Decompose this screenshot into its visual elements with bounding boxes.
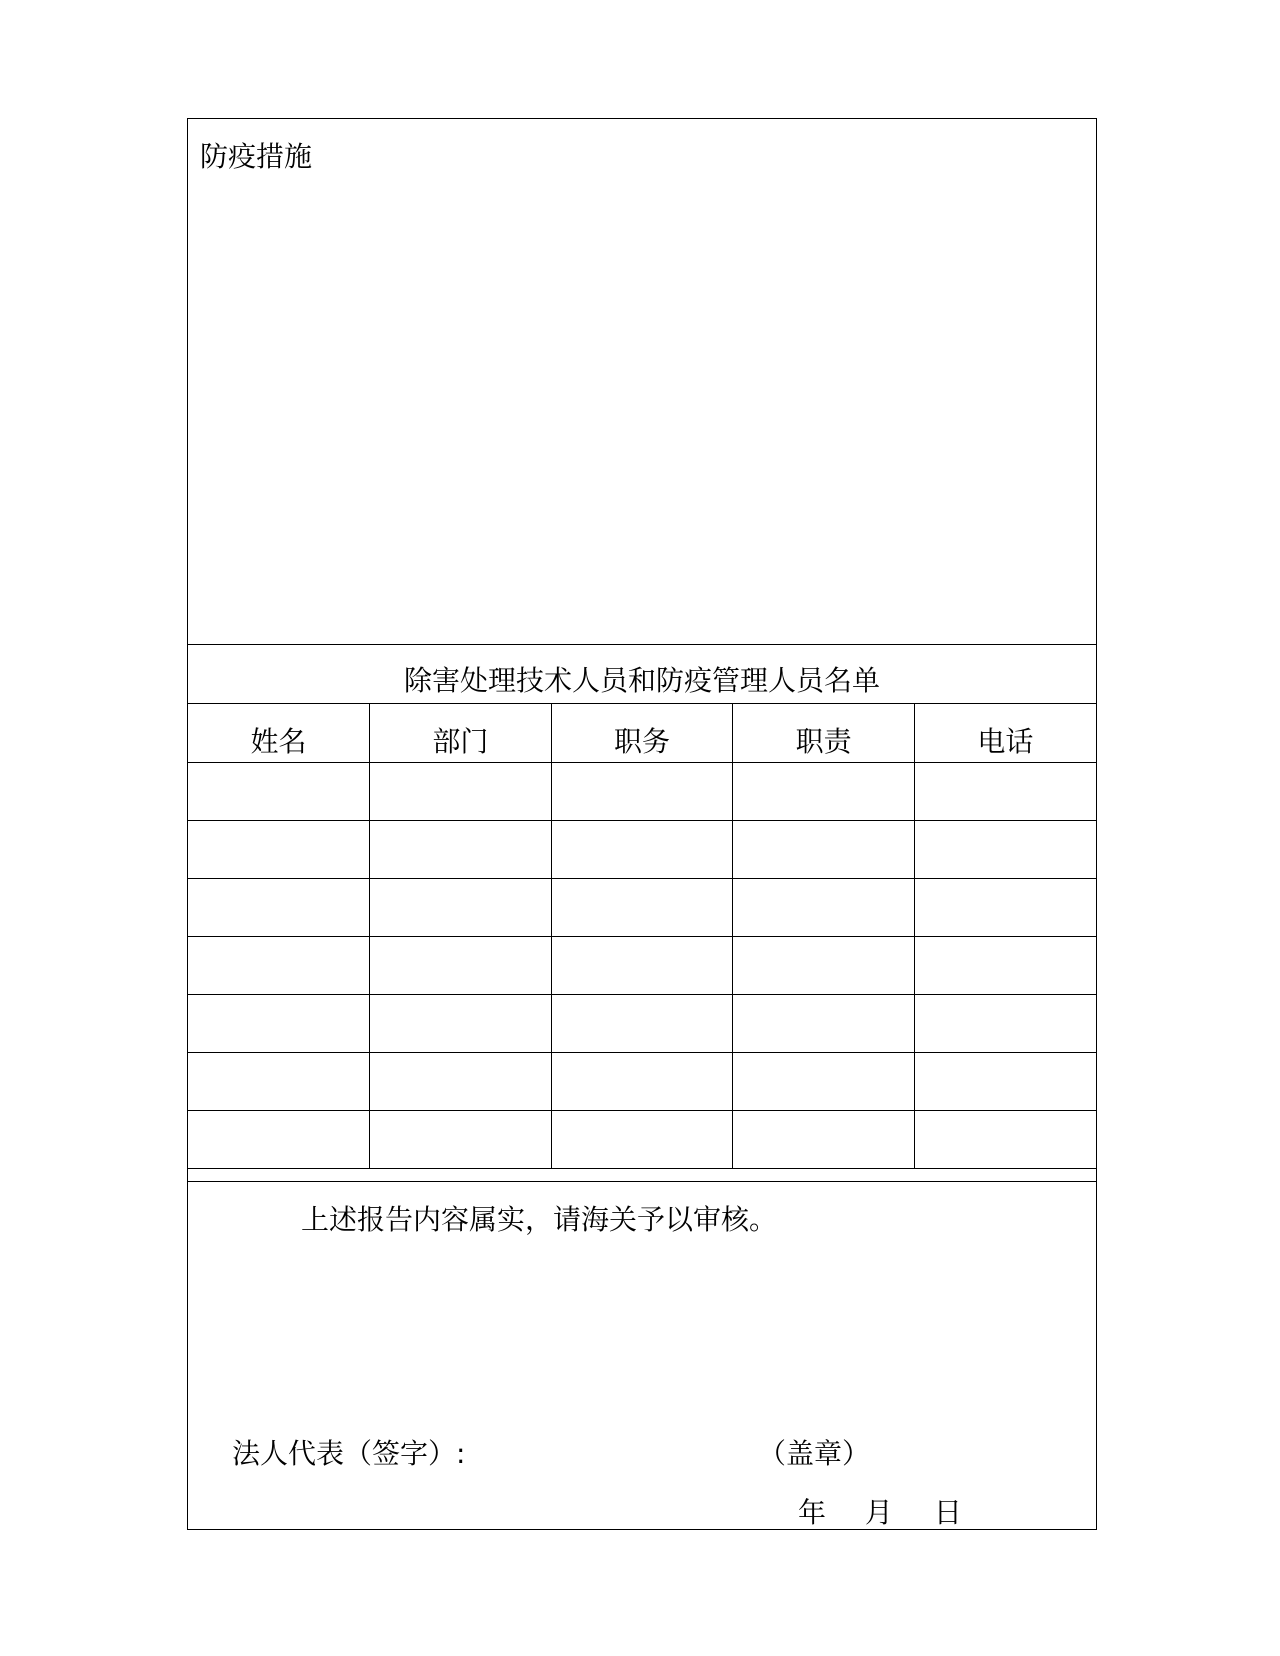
- column-header-responsibility: 职责: [733, 704, 915, 762]
- cell-responsibility[interactable]: [733, 994, 915, 1052]
- staff-list-title: 除害处理技术人员和防疫管理人员名单: [188, 645, 1096, 704]
- cell-responsibility[interactable]: [733, 820, 915, 878]
- declaration-section: [188, 1181, 1096, 1529]
- cell-position[interactable]: [551, 936, 733, 994]
- form-container: [187, 118, 1097, 1530]
- table-row: [188, 1052, 1096, 1110]
- cell-name[interactable]: [188, 1052, 370, 1110]
- column-header-phone: 电话: [914, 704, 1096, 762]
- cell-department[interactable]: [370, 762, 552, 820]
- table-row: [188, 1110, 1096, 1168]
- cell-phone[interactable]: [914, 762, 1096, 820]
- staff-table-body: [188, 762, 1096, 1168]
- table-row: [188, 878, 1096, 936]
- measures-section[interactable]: [188, 119, 1096, 645]
- date-row: [798, 1495, 962, 1531]
- cell-phone[interactable]: [914, 994, 1096, 1052]
- cell-responsibility[interactable]: [733, 1052, 915, 1110]
- cell-name[interactable]: [188, 936, 370, 994]
- cell-phone[interactable]: [914, 820, 1096, 878]
- cell-position[interactable]: [551, 1052, 733, 1110]
- date-year-label: 年: [798, 1496, 827, 1529]
- cell-responsibility[interactable]: [733, 762, 915, 820]
- table-row: [188, 936, 1096, 994]
- cell-position[interactable]: [551, 762, 733, 820]
- cell-position[interactable]: [551, 820, 733, 878]
- staff-table: [188, 704, 1096, 1169]
- cell-responsibility[interactable]: [733, 878, 915, 936]
- cell-name[interactable]: [188, 994, 370, 1052]
- declaration-text: 上述报告内容属实，请海关予以审核。: [301, 1203, 778, 1236]
- column-header-position: 职务: [551, 704, 733, 762]
- date-month-label: 月: [864, 1496, 893, 1529]
- signature-label: 法人代表（签字）:: [232, 1437, 466, 1470]
- cell-department[interactable]: [370, 994, 552, 1052]
- cell-phone[interactable]: [914, 1110, 1096, 1168]
- cell-phone[interactable]: [914, 878, 1096, 936]
- cell-position[interactable]: [551, 1110, 733, 1168]
- cell-position[interactable]: [551, 878, 733, 936]
- cell-name[interactable]: [188, 878, 370, 936]
- cell-department[interactable]: [370, 1052, 552, 1110]
- seal-label: （盖章）: [758, 1437, 871, 1470]
- cell-department[interactable]: [370, 820, 552, 878]
- column-header-name: 姓名: [188, 704, 370, 762]
- cell-responsibility[interactable]: [733, 1110, 915, 1168]
- cell-phone[interactable]: [914, 936, 1096, 994]
- cell-department[interactable]: [370, 936, 552, 994]
- cell-department[interactable]: [370, 1110, 552, 1168]
- cell-name[interactable]: [188, 820, 370, 878]
- column-header-department: 部门: [370, 704, 552, 762]
- measures-label: 防疫措施: [200, 140, 313, 173]
- cell-name[interactable]: [188, 762, 370, 820]
- cell-department[interactable]: [370, 878, 552, 936]
- date-day-label: 日: [933, 1496, 962, 1529]
- staff-table-header-row: [188, 704, 1096, 762]
- cell-responsibility[interactable]: [733, 936, 915, 994]
- cell-position[interactable]: [551, 994, 733, 1052]
- table-row: [188, 762, 1096, 820]
- cell-phone[interactable]: [914, 1052, 1096, 1110]
- table-row: [188, 820, 1096, 878]
- cell-name[interactable]: [188, 1110, 370, 1168]
- table-row: [188, 994, 1096, 1052]
